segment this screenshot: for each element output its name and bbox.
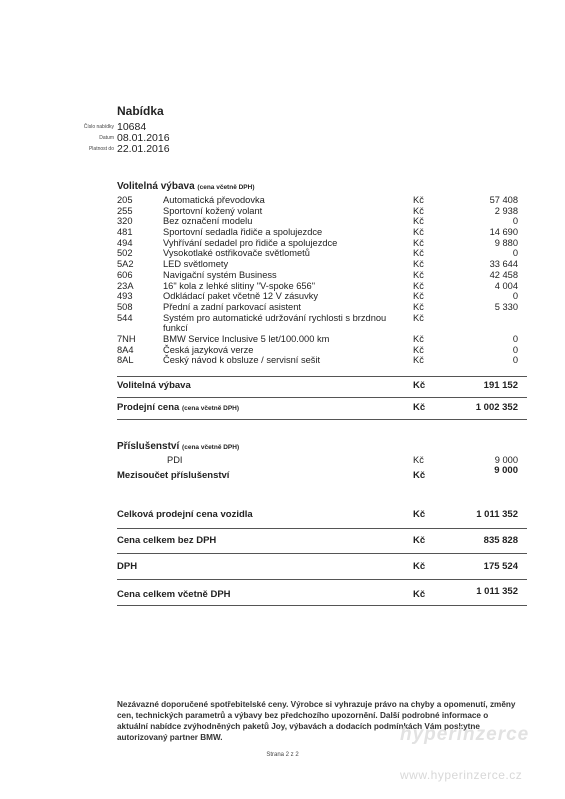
total-row	[117, 586, 527, 600]
option-row	[117, 238, 527, 249]
option-amount: 0	[512, 333, 518, 344]
total-currency: Kč	[413, 535, 426, 546]
option-currency: Kč	[413, 355, 424, 366]
option-currency: Kč	[413, 248, 424, 259]
option-amount: 0	[512, 291, 518, 302]
option-desc: Přední a zadní parkovací asistent	[163, 301, 301, 312]
watermark-logo: hyperinzerce	[400, 724, 530, 745]
option-code: 23A	[117, 280, 134, 291]
option-amount: 0	[512, 344, 518, 355]
offer-number-value: 10684	[117, 121, 147, 133]
option-currency: Kč	[413, 259, 424, 270]
option-desc: Systém pro automatické udržování rychlosti s brzdnou funkcí	[163, 312, 387, 334]
option-desc: Vyhřívání sedadel pro řidiče a spolujezdce	[163, 237, 338, 248]
total-row	[117, 561, 527, 572]
option-desc: Odkládací paket včetně 12 V zásuvky	[163, 291, 319, 302]
option-row	[117, 195, 527, 206]
total-label: Cena celkem bez DPH	[117, 535, 217, 546]
option-currency: Kč	[413, 280, 424, 291]
option-amount: 5 330	[494, 301, 518, 312]
option-row	[117, 281, 527, 292]
option-amount: 33 644	[489, 259, 518, 270]
option-amount: 9 880	[494, 237, 518, 248]
total-amount: 835 828	[483, 535, 518, 546]
option-currency: Kč	[413, 195, 424, 205]
option-code: 255	[117, 205, 133, 216]
offer-valid-label: Platnost do	[88, 146, 114, 152]
sale-price-row	[117, 402, 527, 413]
divider	[117, 605, 527, 606]
total-row	[117, 509, 527, 520]
option-currency: Kč	[413, 333, 424, 344]
option-amount: 0	[512, 216, 518, 227]
sale-price-note: (cena včetně DPH)	[181, 405, 240, 412]
option-currency: Kč	[413, 291, 424, 302]
option-desc: Sportovní sedadla řidiče a spolujezdce	[163, 227, 323, 238]
option-desc: 16" kola z lehké slitiny "V-spoke 656"	[163, 280, 316, 291]
option-code: 481	[117, 227, 133, 238]
options-total-label: Volitelná výbava	[117, 380, 191, 391]
total-amount: 175 524	[483, 561, 518, 572]
divider	[117, 419, 527, 420]
option-amount: 0	[512, 248, 518, 259]
options-section-title	[117, 181, 255, 192]
option-code: 8AL	[117, 355, 134, 366]
option-code: 205	[117, 195, 133, 205]
total-currency: Kč	[413, 509, 426, 520]
option-row	[117, 355, 527, 366]
total-amount: 1 011 352	[476, 586, 518, 597]
sale-price-label: Prodejní cena	[117, 402, 180, 413]
divider	[117, 528, 527, 529]
option-currency: Kč	[413, 344, 424, 355]
option-amount: 57 408	[489, 195, 518, 205]
option-row	[117, 259, 527, 270]
total-currency: Kč	[413, 561, 426, 572]
options-title-note: (cena včetně DPH)	[197, 184, 255, 191]
option-desc: Navigační systém Business	[163, 269, 277, 280]
option-currency: Kč	[413, 237, 424, 248]
option-amount: 14 690	[489, 227, 518, 238]
option-code: 494	[117, 237, 133, 248]
total-label: Celková prodejní cena vozidla	[117, 509, 253, 520]
offer-valid-value: 22.01.2016	[117, 143, 170, 155]
option-row	[117, 302, 527, 313]
offer-valid-row	[60, 143, 260, 155]
option-row	[117, 313, 527, 334]
option-row	[117, 216, 527, 227]
option-code: 502	[117, 248, 133, 259]
option-code: 8A4	[117, 344, 134, 355]
sale-price-currency: Kč	[413, 402, 426, 413]
divider	[117, 376, 527, 377]
option-code: 606	[117, 269, 133, 280]
option-amount: 2 938	[494, 205, 518, 216]
divider	[117, 553, 527, 554]
option-amount: 4 004	[494, 280, 518, 291]
option-code: 493	[117, 291, 133, 302]
accessories-subtotal-label: Mezisoučet příslušenství	[117, 470, 230, 481]
option-row	[117, 227, 527, 238]
offer-date-label: Datum	[99, 135, 114, 141]
total-currency: Kč	[413, 589, 426, 600]
option-currency: Kč	[413, 269, 424, 280]
option-code: 5A2	[117, 259, 134, 270]
accessories-subtotal-currency: Kč	[413, 470, 426, 481]
accessory-desc: PDI	[167, 455, 183, 465]
total-amount: 1 011 352	[476, 509, 518, 520]
option-amount: 0	[512, 355, 518, 366]
option-code: 508	[117, 301, 133, 312]
option-currency: Kč	[413, 216, 424, 227]
total-label: DPH	[117, 561, 138, 572]
divider	[117, 579, 527, 580]
option-desc: Sportovní kožený volant	[163, 205, 263, 216]
page-number: Strana 2 z 2	[266, 752, 299, 758]
offer-title: Nabídka	[117, 104, 164, 118]
options-total-row	[117, 380, 527, 391]
option-desc: BMW Service Inclusive 5 let/100.000 km	[163, 333, 330, 344]
disclaimer-text: Nezávazné doporučené spotřebitelské ceny. Výrobce si vyhrazuje právo na chyby a opomenutí, změny cen, technických parametrů a výbavy bez předchozího upozornění. Další podrobné informace o aktuální nabídce zvýhodněných paketů Joy, výbavách a dodacích podmínkách Vám poskytne autorizovaný partner BMW.	[117, 700, 516, 742]
options-list	[117, 195, 527, 366]
option-desc: Automatická převodovka	[163, 195, 265, 205]
option-row	[117, 206, 527, 217]
accessories-list	[117, 455, 527, 466]
sale-price-amount: 1 002 352	[475, 402, 518, 413]
total-label: Cena celkem včetně DPH	[117, 589, 231, 600]
accessory-currency: Kč	[413, 455, 424, 465]
option-row	[117, 334, 527, 345]
accessory-amount: 9 000	[494, 455, 518, 465]
divider	[117, 397, 527, 398]
accessories-title-note: (cena včetně DPH)	[182, 444, 240, 451]
accessories-subtotal-row	[117, 465, 527, 481]
accessories-section-title	[117, 441, 239, 452]
options-total-amount: 191 152	[483, 380, 518, 391]
option-desc: LED světlomety	[163, 259, 229, 270]
option-row	[117, 345, 527, 356]
option-currency: Kč	[413, 227, 424, 238]
total-row	[117, 535, 527, 546]
option-desc: Bez označení modelu	[163, 216, 253, 227]
option-desc: Český návod k obsluze / servisní sešit	[163, 355, 321, 366]
option-code: 544	[117, 312, 133, 323]
option-currency: Kč	[413, 205, 424, 216]
option-row	[117, 270, 527, 281]
option-code: 7NH	[117, 333, 136, 344]
offer-date-value: 08.01.2016	[117, 132, 170, 144]
option-row	[117, 291, 527, 302]
options-total-currency: Kč	[413, 380, 426, 391]
watermark-url: www.hyperinzerce.cz	[400, 768, 523, 782]
accessories-title: Příslušenství	[117, 441, 180, 452]
accessory-row	[117, 455, 527, 466]
option-row	[117, 248, 527, 259]
options-title: Volitelná výbava	[117, 181, 195, 192]
option-code: 320	[117, 216, 133, 227]
offer-number-label: Číslo nabídky	[83, 124, 114, 130]
accessories-subtotal-amount: 9 000	[494, 465, 518, 476]
option-desc: Česká jazyková verze	[163, 344, 254, 355]
option-desc: Vysokotlaké ostřikovače světlometů	[163, 248, 310, 259]
option-currency: Kč	[413, 312, 424, 323]
option-amount: 42 458	[489, 269, 518, 280]
option-currency: Kč	[413, 301, 424, 312]
